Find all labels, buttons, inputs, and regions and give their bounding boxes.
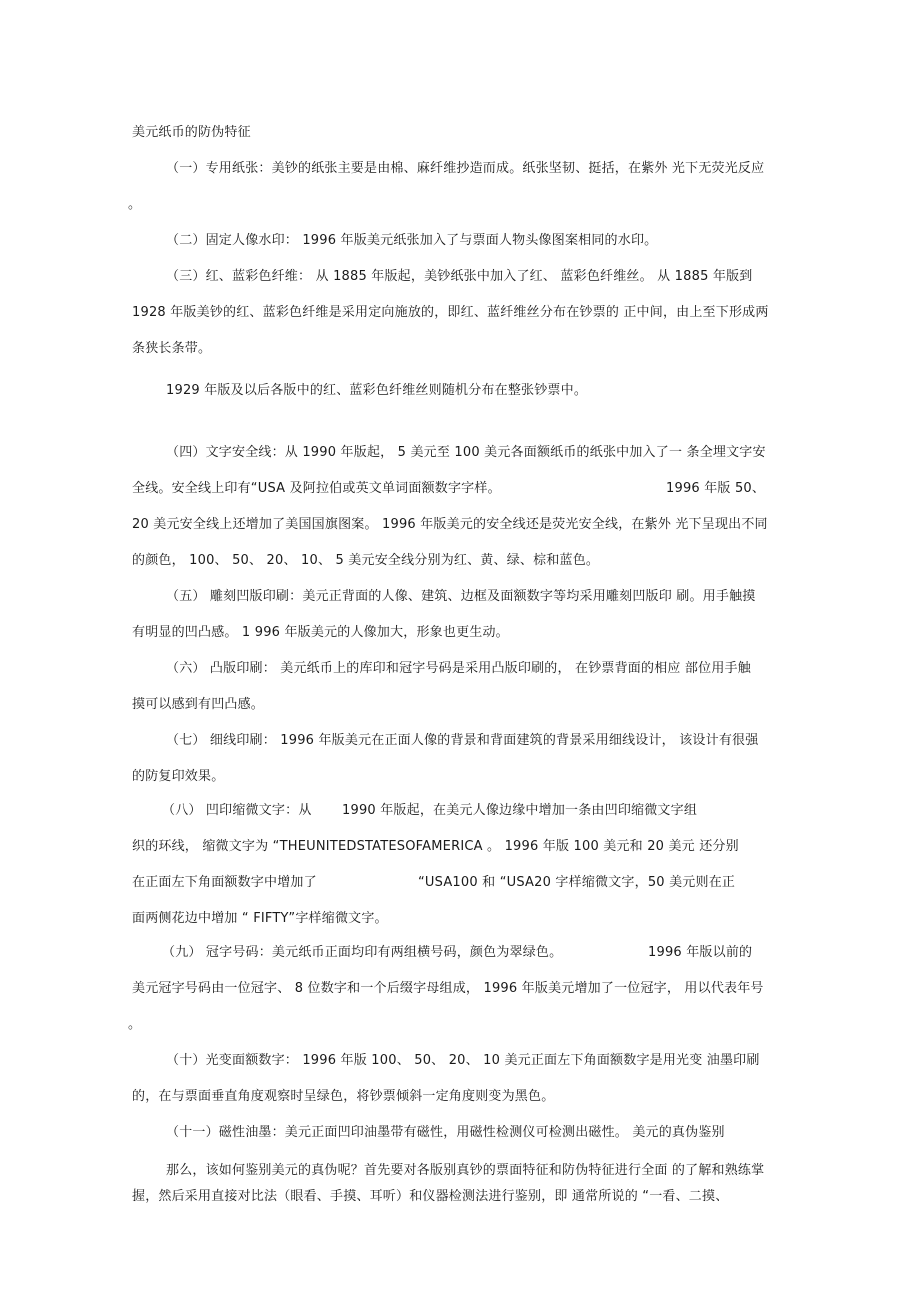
paragraph-line: 1990 年版起，在美元人像边缘中增加一条由凹印缩微文字组 <box>342 803 698 818</box>
paragraph-line: （四）文字安全线：从 1990 年版起， 5 美元至 100 美元各面额纸币的纸张中加入了一 条全埋文字安 <box>166 445 766 460</box>
paragraph-line: （一）专用纸张：美钞的纸张主要是由棉、麻纤维抄造而成。纸张坚韧、挺括，在紫外 光下无荧光反应 <box>166 161 765 176</box>
paragraph-line: （五） 雕刻凹版印刷：美元正背面的人像、建筑、边框及面额数字等均采用雕刻凹版印 刷。用手触摸 <box>166 589 756 604</box>
paragraph-line: （十）光变面额数字： 1996 年版 100、 50、 20、 10 美元正面左下角面额数字是用光变 油墨印刷 <box>166 1053 760 1068</box>
paragraph-line: 在正面左下角面额数字中增加了 <box>132 875 317 890</box>
paragraph-line: 1929 年版及以后各版中的红、蓝彩色纤维丝则随机分布在整张钞票中。 <box>166 383 588 398</box>
paragraph-line: 美元冠字号码由一位冠字、 8 位数字和一个后缀字母组成， 1996 年版美元增加了一位冠字， 用以代表年号 <box>132 981 764 996</box>
paragraph-line: （三）红、蓝彩色纤维： 从 1885 年版起，美钞纸张中加入了红、 蓝彩色纤维丝。 从 1885 年版到 <box>166 269 753 284</box>
paragraph-line: 1996 年版以前的 <box>648 945 753 960</box>
paragraph-line: 的颜色， 100、 50、 20、 10、 5 美元安全线分别为红、黄、绿、棕和蓝色。 <box>132 553 600 568</box>
paragraph-line: 面两侧花边中增加 “ FIFTY”字样缩微文字。 <box>132 911 388 926</box>
paragraph-line: 那么，该如何鉴别美元的真伪呢？首先要对各版别真钞的票面特征和防伪特征进行全面 的了解和熟练掌 <box>166 1163 765 1178</box>
document-title: 美元纸币的防伪特征 <box>132 125 251 140</box>
paragraph-line: 。 <box>128 197 142 212</box>
paragraph-line: 条狭长条带。 <box>132 341 212 356</box>
paragraph-line: （九） 冠字号码：美元纸币正面均印有两组横号码，颜色为翠绿色。 <box>162 945 563 960</box>
paragraph-line: 20 美元安全线上还增加了美国国旗图案。 1996 年版美元的安全线还是荧光安全线，在紫外 光下呈现出不同 <box>132 517 768 532</box>
paragraph-line: （六） 凸版印刷： 美元纸币上的库印和冠字号码是采用凸版印刷的， 在钞票背面的相应 部位用手触 <box>166 661 751 676</box>
paragraph-line: 摸可以感到有凹凸感。 <box>132 697 265 712</box>
paragraph-line: （八） 凹印缩微文字：从 <box>162 803 312 818</box>
paragraph-line: 握，然后采用直接对比法（眼看、手摸、耳听）和仪器检测法进行鉴别，即 通常所说的 “一看、二摸、 <box>132 1189 729 1204</box>
paragraph-line: 全线。安全线上印有“USA 及阿拉伯或英文单词面额数字字样。 <box>132 481 501 496</box>
paragraph-line: （二）固定人像水印： 1996 年版美元纸张加入了与票面人物头像图案相同的水印。 <box>166 233 658 248</box>
paragraph-line: 有明显的凹凸感。 1 996 年版美元的人像加大，形象也更生动。 <box>132 625 509 640</box>
paragraph-line: （十一）磁性油墨：美元正面凹印油墨带有磁性，用磁性检测仪可检测出磁性。 美元的真伪鉴别 <box>166 1125 725 1140</box>
paragraph-line: 。 <box>128 1017 142 1032</box>
paragraph-line: 1996 年版 50、 <box>666 481 766 496</box>
paragraph-line: “USA100 和 “USA20 字样缩微文字，50 美元则在正 <box>418 875 736 890</box>
paragraph-line: 的，在与票面垂直角度观察时呈绿色，将钞票倾斜一定角度则变为黑色。 <box>132 1089 555 1104</box>
paragraph-line: （七） 细线印刷： 1996 年版美元在正面人像的背景和背面建筑的背景采用细线设计， 该设计有很强 <box>166 733 759 748</box>
paragraph-line: 1928 年版美钞的红、蓝彩色纤维是采用定向施放的，即红、蓝纤维丝分布在钞票的 正中间，由上至下形成两 <box>132 305 769 320</box>
paragraph-line: 织的环线， 缩微文字为 “THEUNITEDSTATESOFAMERICA 。 1996 年版 100 美元和 20 美元 还分别 <box>132 839 739 854</box>
paragraph-line: 的防复印效果。 <box>132 769 225 784</box>
